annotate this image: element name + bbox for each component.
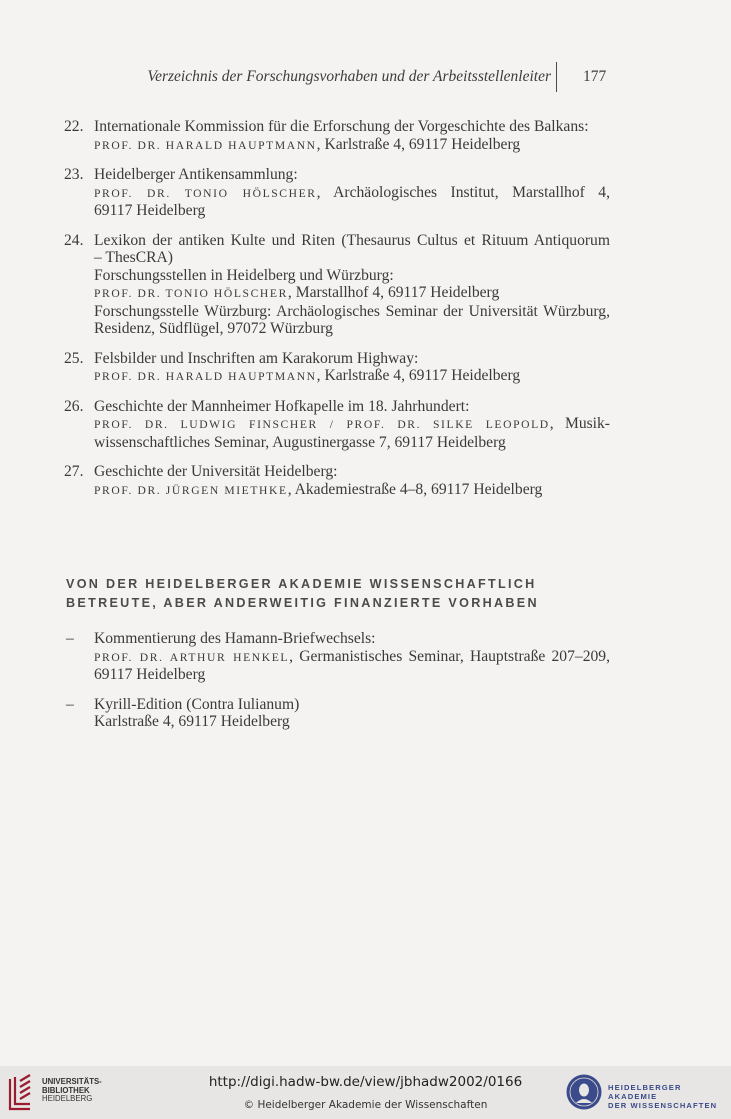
entry-line: [94, 630, 610, 648]
line-text: , Germanistisches Seminar, Hauptstraße 207–209,: [289, 647, 610, 665]
line-text: , Musik-: [549, 415, 611, 432]
entry-number: 26.: [64, 397, 84, 415]
line-text: , Archäologisches Institut, Marstallhof 4,: [316, 183, 610, 201]
entry-line: [94, 118, 610, 136]
project-entry: [0, 232, 731, 338]
entry-number: 24.: [64, 231, 84, 249]
funded-entry: [0, 630, 731, 684]
line-text: 69117 Heidelberg: [94, 666, 206, 683]
line-text: Karlstraße 4, 69117 Heidelberg: [94, 713, 290, 730]
entry-body: [94, 118, 610, 154]
entry-line: [94, 434, 610, 452]
entry-number: 23.: [64, 166, 84, 183]
entry-body: [94, 232, 610, 338]
line-text: Internationale Kommission für die Erforschung der Vorgeschichte des Balkans:: [94, 118, 589, 135]
entry-line: [94, 136, 610, 155]
entry-number: 22.: [64, 118, 84, 135]
entry-line: [94, 303, 610, 321]
entry-line: [94, 713, 610, 731]
line-text: , Marstallhof 4, 69117 Heidelberg: [287, 284, 500, 301]
line-text: 69117 Heidelberg: [94, 202, 206, 219]
entry-line: [94, 696, 610, 714]
line-text: Geschichte der Universität Heidelberg:: [94, 463, 338, 480]
section-heading: VON DER HEIDELBERGER AKADEMIE WISSENSCHAFTLICH BETREUTE, ABER ANDERWEITIG FINANZIERTE VORHABEN: [66, 577, 539, 610]
entry-line: [94, 249, 610, 267]
entry-line: [94, 463, 610, 481]
entry-number: 25.: [64, 349, 84, 367]
entry-line: [94, 666, 610, 684]
leader-name: PROF. DR. TONIO HÖLSCHER: [94, 287, 288, 300]
entry-line: [94, 415, 610, 434]
line-text: Residenz, Südflügel, 97072 Würzburg: [94, 320, 333, 337]
line-text: Lexikon der antiken Kulte und Riten (Thesaurus Cultus et Rituum Antiquorum: [94, 231, 610, 249]
entry-body: [94, 350, 610, 386]
line-text: Kommentierung des Hamann-Briefwechsels:: [94, 630, 376, 647]
line-text: Forschungsstellen in Heidelberg und Würzburg:: [94, 266, 394, 284]
entry-body: [94, 166, 610, 220]
leader-name: PROF. DR. TONIO HÖLSCHER: [94, 186, 317, 200]
dash-bullet: –: [66, 695, 74, 713]
running-header: [0, 68, 731, 90]
project-list: [0, 118, 731, 511]
university-library-name: UNIVERSITÄTS- BIBLIOTHEK HEIDELBERG: [42, 1077, 102, 1103]
entry-line: [94, 184, 610, 203]
running-title: Verzeichnis der Forschungsvorhaben und der Arbeitsstellenleiter: [147, 68, 551, 85]
entry-line: [94, 202, 610, 220]
line-text: , Akademiestraße 4–8, 69117 Heidelberg: [287, 480, 543, 498]
entry-body: [94, 696, 610, 731]
project-entry: [0, 166, 731, 220]
entry-line: [94, 398, 610, 416]
entry-line: [94, 232, 610, 250]
permalink-url[interactable]: http://digi.hadw-bw.de/view/jbhadw2002/0166: [208, 1074, 523, 1090]
dash-bullet: –: [66, 630, 74, 647]
entry-line: [94, 320, 610, 338]
line-text: Heidelberger Antikensammlung:: [94, 166, 298, 183]
entry-body: [94, 463, 610, 499]
copyright-notice: © Heidelberger Akademie der Wissenschaften: [243, 1099, 488, 1111]
header-divider: [556, 62, 557, 92]
line-text: Felsbilder und Inschriften am Karakorum Highway:: [94, 349, 419, 367]
page-number: 177: [583, 68, 607, 85]
leader-name: PROF. DR. ARTHUR HENKEL: [94, 650, 290, 664]
entry-line: [94, 267, 610, 285]
project-entry: [0, 398, 731, 452]
project-entry: [0, 463, 731, 499]
line-text: , Karlstraße 4, 69117 Heidelberg: [316, 135, 521, 153]
footer-bar: [0, 1066, 731, 1119]
entry-body: [94, 398, 610, 452]
line-text: – ThesCRA): [94, 249, 173, 266]
line-text: wissenschaftliches Seminar, Augustinergasse 7, 69117 Heidelberg: [94, 433, 506, 451]
leader-name: PROF. DR. JÜRGEN MIETHKE: [94, 483, 288, 497]
leader-name: PROF. DR. HARALD HAUPTMANN: [94, 138, 317, 152]
entry-line: [94, 284, 610, 303]
entry-number: 27.: [64, 463, 84, 480]
externally-funded-list: [0, 630, 731, 743]
line-text: Geschichte der Mannheimer Hofkapelle im 18. Jahrhundert:: [94, 397, 470, 415]
entry-line: [94, 350, 610, 368]
line-text: Kyrill-Edition (Contra Iulianum): [94, 695, 300, 713]
entry-line: [94, 166, 610, 184]
project-entry: [0, 118, 731, 154]
entry-line: [94, 481, 610, 500]
project-entry: [0, 350, 731, 386]
line-text: , Karlstraße 4, 69117 Heidelberg: [316, 367, 521, 384]
entry-body: [94, 630, 610, 684]
leader-name: PROF. DR. HARALD HAUPTMANN: [94, 370, 317, 383]
entry-line: [94, 648, 610, 667]
academy-seal-icon: [565, 1073, 603, 1111]
line-text: Forschungsstelle Würzburg: Archäologisches Seminar der Universität Würzburg,: [94, 302, 610, 320]
funded-entry: [0, 696, 731, 731]
leader-name: PROF. DR. LUDWIG FINSCHER / PROF. DR. SILKE LEOPOLD: [94, 418, 550, 431]
entry-line: [94, 367, 610, 386]
academy-name: HEIDELBERGER AKADEMIE DER WISSENSCHAFTEN: [608, 1083, 718, 1110]
